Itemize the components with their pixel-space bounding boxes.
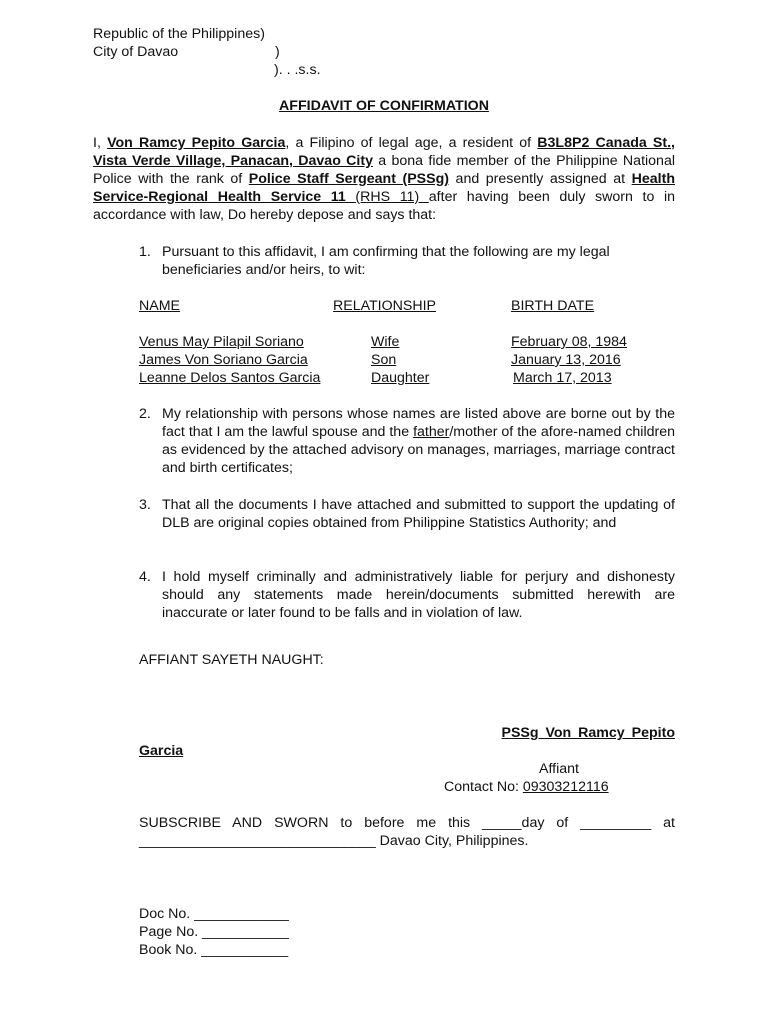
affiant-name: Von Ramcy Pepito Garcia <box>107 135 286 151</box>
beneficiary-relationship: Wife <box>371 334 400 350</box>
intro-text: , a Filipino of legal age, a resident of <box>285 135 538 151</box>
affiant-address: B3L8P2 Canada St., Vista Verde Village, Panacan, Davao City <box>93 135 676 169</box>
contact-number: 09303212116 <box>522 779 609 795</box>
intro-paragraph <box>93 134 675 224</box>
signatory-name: PSSg Von Ramcy Pepito <box>501 725 675 741</box>
book-number-line: Book No. ___________ <box>139 942 289 958</box>
column-header-relationship: RELATIONSHIP <box>333 298 437 314</box>
item-number: 4. <box>139 569 151 585</box>
venue-line-republic: Republic of the Philippines) <box>93 26 265 42</box>
venue-line-city: City of Davao <box>93 44 179 60</box>
beneficiary-relationship: Son <box>371 352 397 368</box>
item-text-part: My relationship with persons whose names are listed above are borne out by the fact that I am the lawful spouse and the <box>162 406 675 440</box>
beneficiary-birth-date: March 17, 2013 <box>513 370 612 386</box>
signatory-role: Affiant <box>539 761 579 777</box>
intro-text: and presently assigned at <box>449 171 632 187</box>
item-text: Pursuant to this affidavit, I am confirming that the following are my legal beneficiaries and/or heirs, to wit: <box>162 244 610 278</box>
beneficiary-birth-date: February 08, 1984 <box>511 334 627 350</box>
list-item-1 <box>139 243 675 279</box>
page-number-line: Page No. ___________ <box>139 924 289 940</box>
list-item-2 <box>139 405 675 477</box>
intro-text: after having been duly sworn to in accordance with law, Do hereby depose and says that: <box>93 189 675 223</box>
item-number: 1. <box>139 244 151 260</box>
item-text <box>162 405 675 477</box>
item-text: I hold myself criminally and administratively liable for perjury and dishonesty should any statements made herein/documents submitted herewith are inaccurate or later found to be falls and in violation of law. <box>162 569 675 621</box>
item-text-father: father <box>413 424 450 440</box>
doc-number-line: Doc No. ____________ <box>139 906 289 922</box>
signatory-name-continued: Garcia <box>139 743 184 759</box>
column-header-birth-date: BIRTH DATE <box>511 298 595 314</box>
contact-label: Contact No: <box>444 779 523 795</box>
affiant-sayeth-naught: AFFIANT SAYETH NAUGHT: <box>139 652 324 668</box>
contact-line <box>444 778 609 796</box>
item-number: 2. <box>139 406 151 422</box>
beneficiary-relationship: Daughter <box>371 370 430 386</box>
item-text-part: /mother of the afore-named children as evidenced by the attached advisory on manages, marriages, marriage contract and birth certificates; <box>162 424 676 476</box>
affiant-unit: Health Service-Regional Health Service 11 <box>93 171 675 205</box>
beneficiary-birth-date: January 13, 2016 <box>511 352 621 368</box>
beneficiary-name: James Von Soriano Garcia <box>139 352 308 368</box>
document-title: AFFIDAVIT OF CONFIRMATION <box>279 98 489 114</box>
intro-text: a bona fide member of the Philippine National Police with the rank of <box>93 153 675 187</box>
item-number: 3. <box>139 497 151 513</box>
list-item-3 <box>139 496 675 532</box>
beneficiary-name: Leanne Delos Santos Garcia <box>139 370 321 386</box>
venue-paren: ) <box>275 44 280 60</box>
list-item-4 <box>139 568 675 622</box>
affiant-rank: Police Staff Sergeant (PSSg) <box>248 171 449 187</box>
column-header-name: NAME <box>139 298 180 314</box>
jurat-paragraph: SUBSCRIBE AND SWORN to before me this _____day of _________ at ______________________________ Davao City, Philippines. <box>139 815 675 849</box>
item-text: That all the documents I have attached and submitted to support the updating of DLB are original copies obtained from Philippine Statistics Authority; and <box>162 497 675 531</box>
intro-text: I, <box>93 135 108 151</box>
affiant-unit-code: (RHS 11) <box>345 189 429 205</box>
venue-ss: ). . .s.s. <box>274 62 321 78</box>
beneficiary-name: Venus May Pilapil Soriano <box>139 334 304 350</box>
